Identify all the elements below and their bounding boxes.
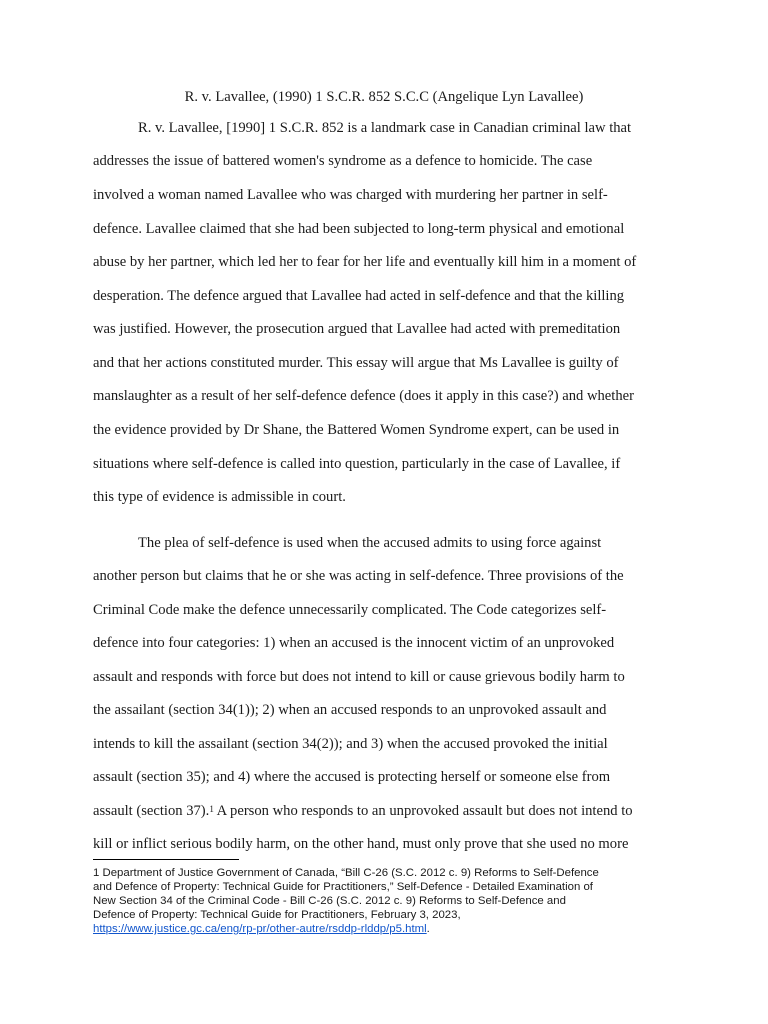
footnote-separator xyxy=(93,859,239,860)
paragraph-line xyxy=(93,800,673,822)
paragraph-line: desperation. The defence argued that Lavallee had acted in self-defence and that the killing xyxy=(93,288,625,304)
document-title: R. v. Lavallee, (1990) 1 S.C.R. 852 S.C.C (Angelique Lyn Lavallee) xyxy=(184,89,584,105)
paragraph-line: assault and responds with force but does not intend to kill or cause grievous bodily harm to xyxy=(93,669,625,685)
paragraph-line: Criminal Code make the defence unnecessarily complicated. The Code categorizes self- xyxy=(93,602,607,618)
footnote-line: Defence of Property: Technical Guide for Practitioners, February 3, 2023, xyxy=(93,909,461,921)
paragraph-text: assault (section 37). xyxy=(93,803,210,819)
paragraph-line: abuse by her partner, which led her to fear for her life and eventually kill him in a moment of xyxy=(93,254,637,270)
footnote-line: 1 Department of Justice Government of Canada, “Bill C-26 (S.C. 2012 c. 9) Reforms to Self-Defence xyxy=(93,867,599,879)
paragraph-line: defence. Lavallee claimed that she had been subjected to long-term physical and emotional xyxy=(93,221,625,237)
paragraph-line: the assailant (section 34(1)); 2) when an accused responds to an unprovoked assault and xyxy=(93,702,607,718)
footnote-line: New Section 34 of the Criminal Code - Bill C-26 (S.C. 2012 c. 9) Reforms to Self-Defence and xyxy=(93,895,566,907)
paragraph-line: manslaughter as a result of her self-defence defence (does it apply in this case?) and whether xyxy=(93,388,634,404)
footnote-line xyxy=(93,922,683,936)
paragraph-line: R. v. Lavallee, [1990] 1 S.C.R. 852 is a landmark case in Canadian criminal law that xyxy=(138,120,632,136)
paragraph-line: was justified. However, the prosecution argued that Lavallee had acted with premeditation xyxy=(93,321,621,337)
paragraph-line: assault (section 35); and 4) where the accused is protecting herself or someone else from xyxy=(93,769,611,785)
footnote-end: . xyxy=(426,923,430,935)
paragraph-line: the evidence provided by Dr Shane, the Battered Women Syndrome expert, can be used in xyxy=(93,422,620,438)
paragraph-line: addresses the issue of battered women's syndrome as a defence to homicide. The case xyxy=(93,153,593,169)
paragraph-line: kill or inflict serious bodily harm, on the other hand, must only prove that she used no more xyxy=(93,836,629,852)
paragraph-text: A person who responds to an unprovoked assault but does not intend to xyxy=(213,803,633,819)
paragraph-line: The plea of self-defence is used when the accused admits to using force against xyxy=(138,535,602,551)
footnote-link[interactable]: https://www.justice.gc.ca/eng/rp-pr/other-autre/rsddp-rlddp/p5.html xyxy=(93,923,427,935)
paragraph-line: this type of evidence is admissible in court. xyxy=(93,489,346,505)
paragraph-line: situations where self-defence is called into question, particularly in the case of Lavallee, if xyxy=(93,456,621,472)
paragraph-line: defence into four categories: 1) when an accused is the innocent victim of an unprovoked xyxy=(93,635,615,651)
paragraph-line: and that her actions constituted murder. This essay will argue that Ms Lavallee is guilty of xyxy=(93,355,619,371)
paragraph-line: another person but claims that he or she was acting in self-defence. Three provisions of the xyxy=(93,568,624,584)
paragraph-line: intends to kill the assailant (section 34(2)); and 3) when the accused provoked the initial xyxy=(93,736,608,752)
footnote-line: and Defence of Property: Technical Guide for Practitioners,” Self-Defence - Detailed Examination of xyxy=(93,881,593,893)
paragraph-line: involved a woman named Lavallee who was charged with murdering her partner in self- xyxy=(93,187,608,203)
footnote-reference[interactable]: 1 xyxy=(209,804,214,814)
